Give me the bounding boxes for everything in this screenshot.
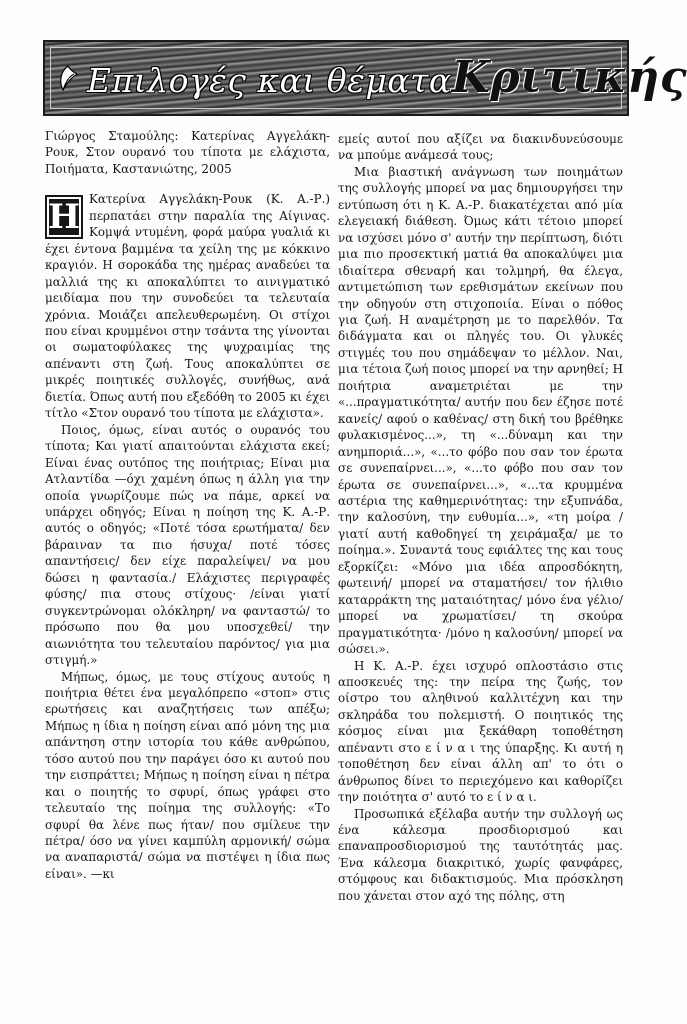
drop-cap: Η — [45, 195, 83, 239]
book-reference: Γιώργος Σταμούλης: Κατερίνας Αγγελάκη-Ρουκ, Στον ουρανό του τίποτα με ελάχιστα, Ποιήματα, Καστανιώτης, 2005 — [45, 129, 330, 176]
leaf-icon — [57, 64, 79, 92]
paragraph-1-text: Κατερίνα Αγγελάκη-Ρουκ (Κ. Α.-Ρ.) περπατάει στην παραλία της Αίγινας. Κομψά ντυμένη, φορά μαύρα γυαλιά κι έχει έντονα βαμμένα τα χείλη της με κόκκινο κραγιόν. Η σοροκάδα της ημέρας αναδεύει τα μαλλιά της κι αποκαλύπτει το αινιγματικό μειδίαμα που την συνοδεύει τα τελευταία χρόνια. Μοιάζει απελευθερωμένη. Οι στίχοι που είναι κρυμμένοι στην τσάντα της γίνονται οι σωματοφύλακες της ψυχραιμίας της απέναντι στη ζωή. Τους αποκαλύπτει σε μικρές ποιητικές συλλογές, συνήθως, ανά διετία. Όπως αυτή που εξεδόθη το 2005 κι έχει τίτλο «Στον ουρανό του τίποτα με ελάχιστα». — [45, 192, 330, 421]
paragraph-1 — [45, 191, 330, 421]
column-left — [45, 128, 330, 882]
banner-title-big: Κριτικής — [451, 52, 687, 103]
paragraph-5: Μια βιαστική ανάγνωση των ποιημάτων της συλλογής μπορεί να μας δημιουργήσει την εντύπωση ότι η Κ. Α.-Ρ. διακατέχεται από μία ελεγειακή διάθεση. Όμως κάτι τέτοιο μπορεί να ισχύσει μόνο σ' αυτήν την περίπτωση, διότι μια πιο προσεκτική ματιά θα αποκαλύψει μια ιδιαίτερα σθεναρή και τολμηρή, θα έλεγα, αντιμετώπιση των ερεθισμάτων εκείνων που την οδηγούν στη στιχοποιία. Είναι ο πόθος για ζωή. Η αναμέτρηση με το παρελθόν. Τα διδάγματα και οι πληγές του. Οι γλυκές στιγμές του που σημάδεψαν το μέλλον. Ναι, μια τέτοια ζωή ποιος μπορεί να την αρνηθεί; Η ποιήτρια αναμετριέται με την «...πραγματικότητα/ αυτήν που δεν έζησε ποτέ κανείς/ αφού ο καθένας/ στη δική του βρέθηκε φυλακισμένος...», τη «...δύναμη και την ανημποριά...», «...το φόβο που σαν τον έρωτα σε συνεπαίρνει...», «...το φόβο που σαν τον έρωτα σε συνεπαίρνει...», «...τα κρυμμένα αστέρια της καθημερινότητας: την εξυπνάδα, την καλοσύνη, την ευθυμία...», «τη μοίρα /γιατί αυτή καθοδηγεί τη χειράμαξα/ με το ποίημα.». Συναντά τους εφιάλτες της και τους εξορκίζει: «Μόνο μια ιδέα απροσδόκητη, φωτεινή/ μπορεί να σταματήσει/ τον ήλιθιο καταρράκτη της ματαιότητας/ μόνο ένα γέλιο/ μπορεί να χρωματίσει/ τη σκούρα πραγματικότητα· /μόνο η καλοσύνη/ μπορεί να σώσει.». — [338, 164, 623, 657]
section-banner — [43, 40, 687, 116]
column-right — [338, 131, 623, 904]
paragraph-2: Ποιος, όμως, είναι αυτός ο ουρανός του τίποτα; Και γιατί απαιτούνται ελάχιστα εκεί; Είναι ένας ουτόπος της ποιήτριας; Είναι μια Ατλαντίδα —όχι χαμένη όπως η άλλη για την οποία γνωρίζουμε πώς να πάμε, αρκεί να υπάρχει οδηγός; Είναι η ποίηση της Κ. Α.-Ρ. αυτός ο οδηγός; «Ποτέ τόσα ερωτήματα/ δεν βάραιναν τα πιο ήσυχα/ ποτέ τόσες απαντήσεις/ δεν είχε παραλείψει/ να μου δώσει η φαντασία./ Ελάχιστες περιγραφές φύσης/ πια στους στίχους· /είναι γιατί συγκεντρώνομαι ολόκληρη/ να φανταστώ/ το πρόσωπο που θα μου υποσχεθεί/ την αιωνιότητα του τελευταίου παρόντος/ για μια στιγμή.» — [45, 422, 330, 668]
paragraph-4: εμείς αυτοί που αξίζει να διακινδυνεύσουμε να μπούμε ανάμεσά τους; — [338, 132, 623, 163]
paragraph-3: Μήπως, όμως, με τους στίχους αυτούς η ποιήτρια θέτει ένα μεγαλόπρεπο «στοπ» στις ερωτήσεις και αναζητήσεις των απέξω; Μήπως η ίδια η ποίηση είναι από μόνη της μια απάντηση στην ιστορία του κάθε ανθρώπου, τόσο αυτού που την παράγει όσο κι αυτού που την εισπράττει; Μήπως η ποίηση είναι η πέτρα και ο ποιητής το σφυρί, όπως γράφει στο τελευταίο της ποίημα της συλλογής: «Το σφυρί θα λένε πως ήταν/ που σμίλευε την πέτρα/ όσο να γίνει καμπύλη αρμονική/ σώμα να αναπαριστά/ σώμα να πιστέψει η ίδια πως είναι». —κι — [45, 669, 330, 881]
paragraph-6: Η Κ. Α.-Ρ. έχει ισχυρό οπλοστάσιο στις αποσκευές της: την πείρα της ζωής, τον οίστρο του αληθινού καλλιτέχνη και την σκληράδα του πολεμιστή. Ο ποιητικός της κόσμος είναι μια ξεκάθαρη τοποθέτηση απέναντι στο ε ί ν α ι της ύπαρξης. Κι αυτή η τοποθέτηση δεν είναι άλλη απ' το ότι ο άνθρωπος δίνει το περιεχόμενο και καθορίζει την ποιότητα σ' αυτό το ε ί ν α ι. — [338, 658, 623, 805]
banner-title-main: Επιλογές και θέματα — [87, 61, 452, 100]
banner-title — [87, 52, 687, 103]
paragraph-7: Προσωπικά εξέλαβα αυτήν την συλλογή ως ένα κάλεσμα προσδιορισμού και επαναπροσδιορισμού της ταυτότητάς μας. Ένα κάλεσμα διακριτικό, χωρίς φανφάρες, στόμφους και διδακτισμούς. Μια πρόσκληση που χάνεται στον αχό της πόλης, στη — [338, 806, 623, 903]
